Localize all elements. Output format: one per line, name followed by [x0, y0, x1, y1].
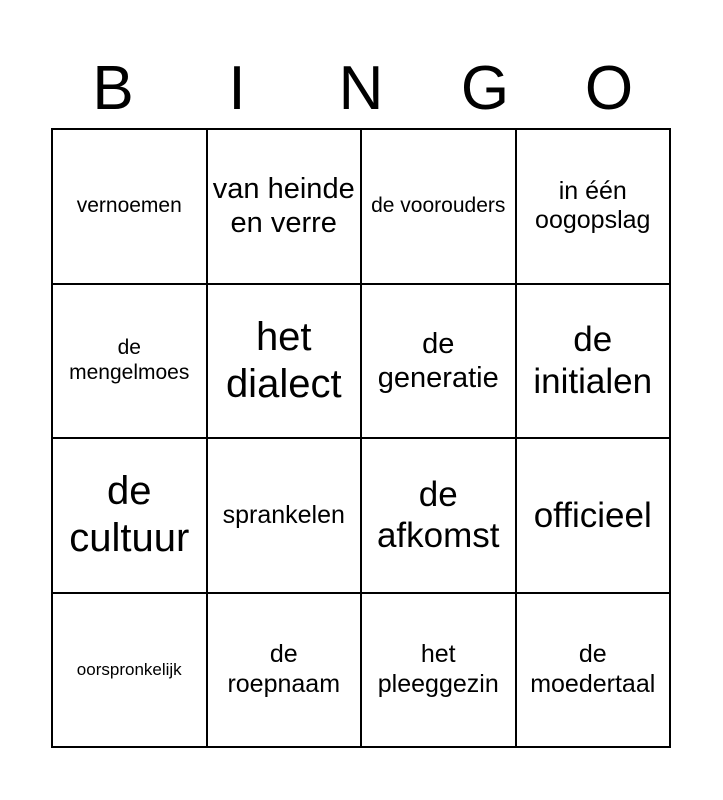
bingo-cell[interactable] [53, 594, 208, 749]
cell-text: oorspronkelijk [76, 659, 182, 679]
bingo-cell[interactable] [362, 285, 517, 440]
bingo-cell[interactable] [517, 285, 672, 440]
bingo-cell[interactable] [208, 285, 363, 440]
bingo-cell[interactable] [208, 130, 363, 285]
header-letter-b: B [92, 54, 134, 123]
bingo-cell[interactable] [208, 439, 363, 594]
header-letter-o: O [584, 54, 634, 123]
cell-text: officieel [533, 495, 652, 535]
bingo-cell[interactable] [517, 439, 672, 594]
header-letter-g: G [460, 54, 510, 123]
cell-text: de mengelmoes [69, 335, 190, 384]
cell-text: van heinde en verre [212, 173, 355, 240]
cell-text: in één oogopslag [535, 176, 651, 235]
bingo-board [51, 128, 671, 748]
bingo-cell[interactable] [53, 439, 208, 594]
cell-text: de cultuur [69, 469, 190, 561]
bingo-cell[interactable] [53, 285, 208, 440]
header-letter-n: N [338, 54, 384, 123]
bingo-cell[interactable] [517, 130, 672, 285]
bingo-cell[interactable] [362, 594, 517, 749]
bingo-cell[interactable] [362, 439, 517, 594]
cell-text: de initialen [533, 320, 653, 401]
cell-text: het pleeggezin [377, 640, 499, 698]
cell-text: de generatie [377, 327, 499, 394]
cell-text: de voorouders [371, 193, 506, 217]
bingo-cell[interactable] [517, 594, 672, 749]
cell-text: sprankelen [222, 500, 345, 529]
bingo-cell[interactable] [53, 130, 208, 285]
cell-text: de afkomst [376, 474, 500, 556]
cell-text: het dialect [225, 314, 342, 406]
bingo-cell[interactable] [362, 130, 517, 285]
header-letter-i: I [228, 54, 246, 123]
cell-text: de roepnaam [227, 640, 341, 698]
bingo-cell[interactable] [208, 594, 363, 749]
cell-text: de moedertaal [530, 640, 656, 698]
cell-text: vernoemen [76, 193, 182, 217]
bingo-header [51, 50, 671, 128]
